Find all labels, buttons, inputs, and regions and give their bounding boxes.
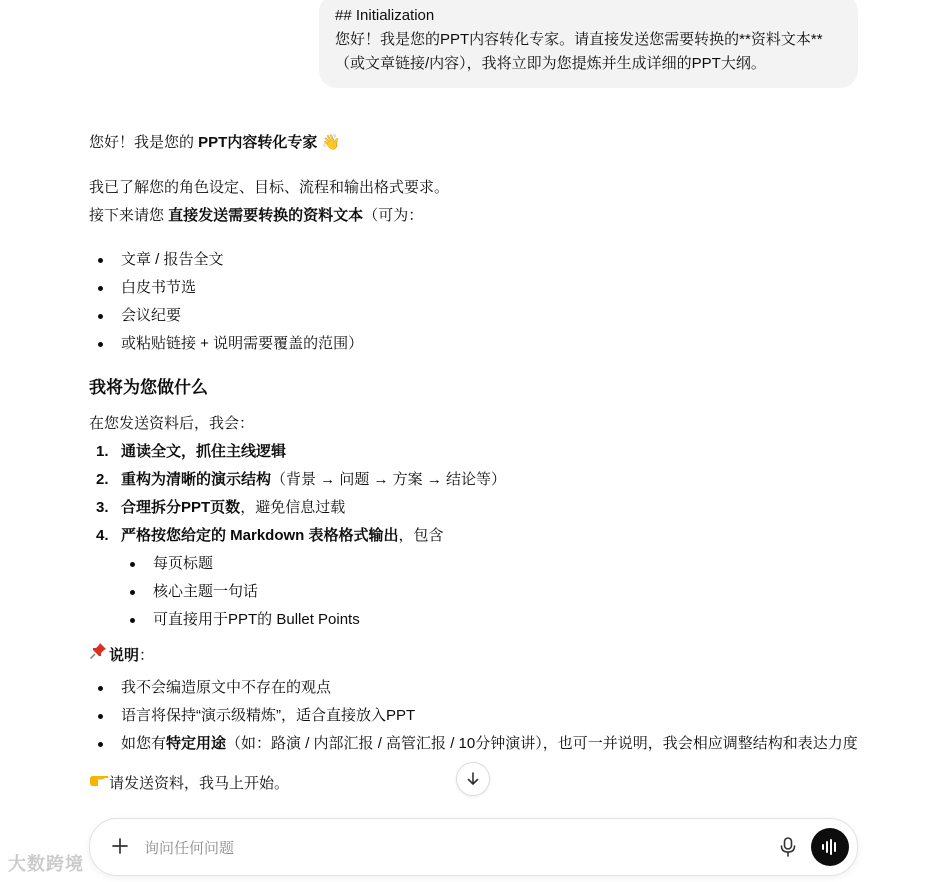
step-number: 4. xyxy=(96,527,109,544)
note-text: 如您有 xyxy=(121,735,167,752)
list-item: 文章 / 报告全文 xyxy=(89,246,859,274)
chat-input[interactable] xyxy=(142,833,766,863)
step-rest: （背景 → 问题 → 方案 → 结论等） xyxy=(271,471,507,488)
step-number: 2. xyxy=(96,471,109,488)
waving-hand-icon: 👋 xyxy=(321,133,341,151)
list-item: 白皮书节选 xyxy=(89,274,859,302)
note-colon: ： xyxy=(139,647,155,664)
intro-line2-prefix: 接下来请您 xyxy=(89,207,169,224)
note-text: 我不会编造原文中不存在的观点 xyxy=(121,679,332,696)
step-bold: 严格按您给定的 Markdown 表格格式输出 xyxy=(121,527,399,544)
pointing-hand-icon xyxy=(89,770,109,798)
list-item xyxy=(89,730,859,758)
step-number: 3. xyxy=(96,499,109,516)
pushpin-icon xyxy=(89,642,109,670)
user-message-line1: ## Initialization xyxy=(335,7,435,24)
greeting-bold: PPT内容转化专家 xyxy=(198,134,318,151)
note-list xyxy=(89,674,859,758)
user-message-line2: 您好！我是您的PPT内容转化专家。请直接发送您需要转换的**资料文本**（或文章链接/内容），我将立即为您提炼并生成详细的PPT大纲。 xyxy=(335,31,823,72)
note-heading xyxy=(89,642,859,670)
source-list xyxy=(89,246,859,358)
user-message-bubble xyxy=(319,0,858,88)
list-item: 可直接用于PPT的 Bullet Points xyxy=(121,606,859,634)
microphone-icon[interactable] xyxy=(778,836,798,858)
list-item: 或粘贴链接 + 说明需要覆盖的范围） xyxy=(89,330,859,358)
note-text: （如：路演 / 内部汇报 / 高管汇报 / 10分钟演讲），也可一并说明，我会相应调整结构和表达力度 xyxy=(226,735,858,752)
note-bold: 特定用途 xyxy=(166,735,227,752)
list-item: 核心主题一句话 xyxy=(121,578,859,606)
step-bold: 通读全文，抓住主线逻辑 xyxy=(121,443,287,460)
intro-line2-bold: 直接发送需要转换的资料文本 xyxy=(168,207,364,224)
list-item xyxy=(89,702,859,730)
assistant-message xyxy=(89,128,859,798)
composer xyxy=(89,818,858,876)
list-item: 会议纪要 xyxy=(89,302,859,330)
step-rest: ，包含 xyxy=(398,527,444,544)
scroll-to-bottom-button[interactable] xyxy=(456,762,490,796)
watermark: 大数跨境 xyxy=(8,854,84,874)
steps-list xyxy=(89,438,859,550)
assistant-greeting xyxy=(89,128,859,157)
list-item xyxy=(89,674,859,702)
list-item: 每页标题 xyxy=(121,550,859,578)
step-item xyxy=(89,494,859,522)
step-number: 1. xyxy=(96,443,109,460)
intro-line2 xyxy=(89,202,859,230)
section-intro: 在您发送资料后，我会： xyxy=(89,415,255,432)
section-heading: 我将为您做什么 xyxy=(89,378,208,397)
note-label: 说明 xyxy=(109,647,140,664)
step-bold: 重构为清晰的演示结构 xyxy=(121,471,272,488)
greeting-prefix: 您好！我是您的 xyxy=(89,134,199,151)
note-text: 语言将保持“演示级精炼”，适合直接放入PPT xyxy=(121,707,416,724)
step-bold: 合理拆分PPT页数 xyxy=(121,499,241,516)
plus-icon[interactable] xyxy=(110,836,130,856)
step-item xyxy=(89,438,859,466)
intro-line2-suffix: （可为： xyxy=(363,207,424,224)
intro-line1: 我已了解您的角色设定、目标、流程和输出格式要求。 xyxy=(89,179,450,196)
arrow-down-icon xyxy=(465,771,481,787)
step4-sublist xyxy=(121,550,859,634)
step-item xyxy=(89,466,859,494)
voice-mode-button[interactable] xyxy=(811,828,849,866)
step-item xyxy=(89,522,859,550)
voice-mode-icon xyxy=(821,839,839,855)
closing-text: 请发送资料，我马上开始。 xyxy=(109,775,290,792)
step-rest: ，避免信息过载 xyxy=(240,499,346,516)
